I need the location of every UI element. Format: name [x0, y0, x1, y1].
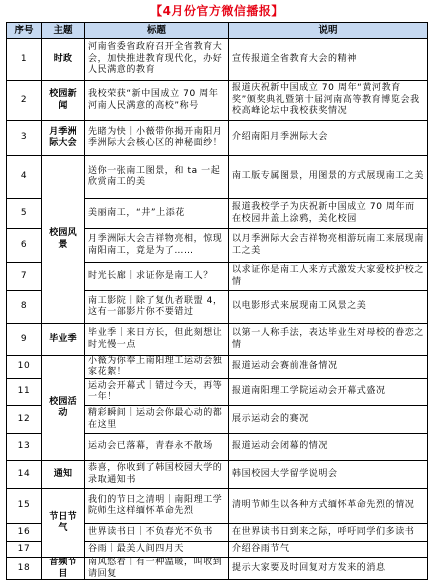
description-cell-text: 报道庆祝新中国成立 70 周年“黄河教育奖”颁奖典礼暨第十届河南高等教育博览会我校高峰论坛中我校获奖情况: [232, 83, 420, 117]
row-number-text: 15: [17, 500, 31, 511]
description-cell-text: 展示运动会的赛况: [232, 413, 309, 424]
description-cell-text: 宣传报道全省教育大会的精神: [232, 53, 357, 64]
topic-cell: [42, 121, 85, 156]
table-row: [7, 81, 428, 121]
topic-cell-text: 时政: [53, 53, 73, 64]
headline-cell: [85, 156, 229, 199]
headline-cell: [85, 324, 229, 356]
headline-cell: [85, 121, 229, 156]
headline-cell: [85, 81, 229, 121]
document-title: 【4月份官方微信播报】: [150, 4, 284, 18]
description-cell: [229, 461, 428, 489]
description-cell-text: 以电影形式来展现南工风景之美: [232, 301, 367, 312]
description-cell-text: 以求证你是南工人来方式激发大家爱校护校之情: [232, 265, 425, 287]
row-number: [7, 489, 42, 524]
headline-cell: [85, 542, 229, 558]
row-number: [7, 229, 42, 263]
headline-cell-text: 世界读书日｜不负春光不负书: [88, 526, 213, 537]
headline-cell-text: 精彩瞬间｜运动会你最心动的都在这里: [88, 408, 223, 430]
topic-cell-text: 音频节目: [49, 558, 77, 579]
row-number: [7, 356, 42, 379]
header-description-label: 说明: [318, 25, 338, 36]
headline-cell-text: 南工影院｜除了复仇者联盟 4，这有一部影片你不要错过: [88, 295, 223, 317]
row-number-text: 14: [17, 468, 31, 479]
row-number-text: 13: [17, 441, 31, 452]
description-cell: [229, 229, 428, 263]
headline-cell: [85, 558, 229, 580]
description-cell: [229, 356, 428, 379]
description-cell: [229, 379, 428, 406]
topic-cell: [42, 39, 85, 81]
topic-cell-text: 校园活动: [49, 396, 77, 418]
row-number-text: 18: [17, 562, 31, 573]
headline-cell: [85, 39, 229, 81]
description-cell: [229, 434, 428, 461]
header-topic: [42, 23, 85, 39]
row-number: [7, 558, 42, 580]
table-row: [7, 489, 428, 524]
description-cell: [229, 263, 428, 291]
description-cell: [229, 121, 428, 156]
row-number: [7, 39, 42, 81]
description-cell-text: 报道运动会闭幕的情况: [232, 441, 329, 452]
topic-cell: [42, 489, 85, 558]
headline-cell-text: 时光长廊｜求证你是南工人？: [88, 270, 213, 281]
headline-cell: [85, 461, 229, 489]
table-row: [7, 558, 428, 580]
topic-cell: [42, 156, 85, 324]
table-body: [7, 39, 428, 580]
topic-cell-text: 月季洲际大会: [49, 126, 77, 148]
headline-cell-text: 运动会已落幕，青春永不散场: [88, 441, 213, 452]
header-headline: [85, 23, 229, 39]
row-number-text: 11: [17, 386, 31, 397]
description-cell-text: 介绍谷雨节气: [232, 543, 290, 554]
row-number-text: 2: [20, 94, 28, 105]
header-row: [7, 23, 428, 39]
headline-cell: [85, 356, 229, 379]
table-row: [7, 39, 428, 81]
row-number: [7, 199, 42, 229]
headline-cell-text: 美丽南工，“井”上添花: [88, 207, 185, 218]
header-topic-label: 主题: [53, 25, 73, 36]
headline-cell-text: 我们的节日之清明｜南阳理工学院师生这样缅怀革命先烈: [88, 494, 223, 516]
row-number: [7, 121, 42, 156]
description-cell-text: 报道南阳理工学院运动会开幕式盛况: [232, 386, 386, 397]
description-cell: [229, 156, 428, 199]
headline-cell-text: 先睹为快｜小薇带你揭开南阳月季洲际大会核心区的神秘面纱！: [88, 126, 223, 148]
table-row: [7, 461, 428, 489]
headline-cell-text: 毕业季｜来日方长，但此刻想让时光慢一点: [88, 328, 223, 350]
row-number-text: 6: [20, 239, 28, 250]
headline-cell: [85, 263, 229, 291]
description-cell: [229, 542, 428, 558]
description-cell-text: 介绍南阳月季洲际大会: [232, 132, 329, 143]
row-number-text: 8: [20, 301, 28, 312]
headline-cell: [85, 229, 229, 263]
headline-cell: [85, 434, 229, 461]
headline-cell-text: 小薇为你奉上南阳理工运动会独家花絮！: [88, 356, 223, 377]
topic-cell: [42, 324, 85, 356]
headline-cell: [85, 379, 229, 406]
description-cell-text: 以月季洲际大会吉祥物亮相游玩南工来展现南工之美: [232, 234, 425, 256]
description-cell: [229, 291, 428, 324]
description-cell: [229, 406, 428, 434]
description-cell-text: 提示大家要及时回复对方发来的消息: [232, 562, 386, 573]
header-headline-label: 标题: [146, 25, 166, 36]
broadcast-table: [6, 22, 428, 580]
headline-cell-text: 送你一张南工图景，和 ta 一起欣赏南工的美: [88, 165, 221, 187]
row-number-text: 7: [20, 270, 28, 281]
headline-cell-text: 河南省委省政府召开全省教育大会，加快推进教育现代化，办好人民满意的教育: [88, 42, 223, 76]
topic-cell-text: 校园风景: [49, 228, 77, 250]
table-row: [7, 356, 428, 379]
row-number-text: 3: [20, 132, 28, 143]
row-number: [7, 542, 42, 558]
row-number-text: 9: [20, 333, 28, 344]
description-cell-text: 韩国校园大学留学说明会: [232, 468, 338, 479]
table-row: [7, 324, 428, 356]
headline-cell: [85, 291, 229, 324]
description-cell-text: 南工版专属图景，用图景的方式展现南工之美: [232, 171, 425, 182]
headline-cell-text: 恭喜，你收到了韩国校园大学的录取通知书: [88, 463, 223, 485]
header-index-label: 序号: [14, 25, 34, 36]
header-index: [7, 23, 42, 39]
row-number: [7, 156, 42, 199]
topic-cell-text: 毕业季: [49, 333, 77, 344]
headline-cell-text: 月季洲际大会吉祥物亮相，惊现南阳南工，竟是为了……: [88, 234, 223, 256]
row-number-text: 4: [20, 171, 28, 182]
topic-cell: [42, 558, 85, 580]
headline-cell-text: 运动会开幕式｜错过今天，再等一年！: [88, 380, 223, 402]
description-cell: [229, 39, 428, 81]
row-number: [7, 434, 42, 461]
description-cell-text: 在世界读书日到来之际，呼吁同学们多读书: [232, 526, 415, 537]
row-number-text: 17: [17, 543, 31, 554]
headline-cell: [85, 489, 229, 524]
row-number: [7, 263, 42, 291]
row-number: [7, 324, 42, 356]
description-cell: [229, 81, 428, 121]
description-cell-text: 以第一人称手法，表达毕业生对母校的眷恋之情: [232, 328, 425, 350]
headline-cell-text: 南风悠着｜有一种温暖，叫收到请回复: [88, 558, 223, 579]
row-number-text: 12: [17, 413, 31, 424]
row-number: [7, 291, 42, 324]
topic-cell-text: 通知: [53, 468, 73, 479]
row-number-text: 5: [20, 207, 28, 218]
description-cell: [229, 324, 428, 356]
row-number-text: 10: [17, 361, 31, 372]
headline-cell: [85, 199, 229, 229]
table-row: [7, 156, 428, 199]
topic-cell: [42, 81, 85, 121]
row-number: [7, 406, 42, 434]
topic-cell-text: 校园新闻: [49, 89, 77, 111]
description-cell: [229, 199, 428, 229]
headline-cell-text: 我校荣获“新中国成立 70 周年河南人民满意的高校”称号: [88, 89, 219, 111]
row-number-text: 1: [20, 53, 28, 64]
topic-cell-text: 节日节气: [49, 511, 77, 533]
headline-cell: [85, 406, 229, 434]
description-cell: [229, 558, 428, 580]
header-description: [229, 23, 428, 39]
topic-cell: [42, 461, 85, 489]
description-cell: [229, 489, 428, 524]
topic-cell: [42, 356, 85, 461]
description-cell: [229, 524, 428, 542]
headline-cell: [85, 524, 229, 542]
row-number: [7, 461, 42, 489]
table-row: [7, 121, 428, 156]
headline-cell-text: 谷雨｜最美人间四月天: [88, 543, 185, 554]
row-number: [7, 81, 42, 121]
description-cell-text: 清明节师生以各种方式缅怀革命先烈的情况: [232, 500, 415, 511]
row-number-text: 16: [17, 526, 31, 537]
row-number: [7, 524, 42, 542]
description-cell-text: 报道我校学子为庆祝新中国成立 70 周年而在校园井盖上涂鸦，美化校园: [232, 202, 415, 224]
description-cell-text: 报道运动会赛前准备情况: [232, 361, 338, 372]
row-number: [7, 379, 42, 406]
